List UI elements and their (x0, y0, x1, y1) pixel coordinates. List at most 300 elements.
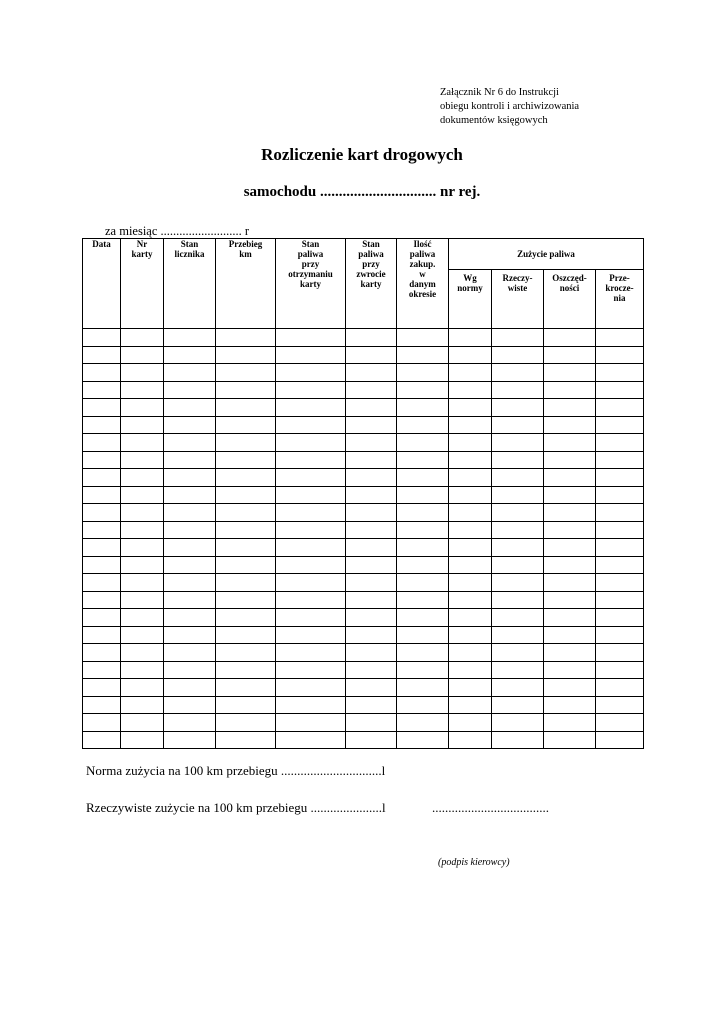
table-cell (121, 609, 164, 627)
table-row (83, 696, 644, 714)
table-cell (346, 696, 397, 714)
table-cell (83, 539, 121, 557)
table-cell (544, 714, 596, 732)
col-header-savings: Oszczęd- ności (544, 270, 596, 329)
table-cell (121, 364, 164, 382)
table-cell (164, 469, 216, 487)
table-cell (164, 399, 216, 417)
table-cell (449, 696, 492, 714)
table-cell (492, 661, 544, 679)
table-cell (164, 364, 216, 382)
table-cell (397, 416, 449, 434)
table-cell (449, 626, 492, 644)
table-row (83, 626, 644, 644)
table-cell (397, 399, 449, 417)
table-cell (449, 661, 492, 679)
table-cell (216, 486, 276, 504)
table-cell (121, 329, 164, 347)
table-cell (83, 714, 121, 732)
table-cell (596, 486, 644, 504)
col-header-fuel-received: Stan paliwa przy otrzymaniu karty (276, 239, 346, 329)
table-cell (276, 609, 346, 627)
table-cell (216, 591, 276, 609)
table-cell (544, 416, 596, 434)
table-cell (346, 539, 397, 557)
table-cell (164, 381, 216, 399)
table-cell (164, 609, 216, 627)
table-cell (83, 661, 121, 679)
table-cell (346, 434, 397, 452)
table-cell (397, 661, 449, 679)
actual-usage-line: Rzeczywiste zużycie na 100 km przebiegu ......................l (86, 800, 386, 815)
table-cell (121, 591, 164, 609)
table-cell (449, 644, 492, 662)
table-cell (596, 714, 644, 732)
table-cell (276, 416, 346, 434)
table-row (83, 346, 644, 364)
table-cell (216, 574, 276, 592)
table-cell (596, 416, 644, 434)
table-cell (276, 329, 346, 347)
table-cell (397, 469, 449, 487)
table-cell (83, 329, 121, 347)
table-cell (216, 644, 276, 662)
table-cell (492, 486, 544, 504)
table-cell (346, 679, 397, 697)
table-row (83, 591, 644, 609)
table-cell (346, 451, 397, 469)
table-cell (596, 626, 644, 644)
table-cell (346, 399, 397, 417)
table-cell (596, 451, 644, 469)
table-cell (216, 609, 276, 627)
table-cell (216, 381, 276, 399)
table-cell (164, 556, 216, 574)
table-cell (346, 364, 397, 382)
table-cell (83, 609, 121, 627)
table-cell (596, 381, 644, 399)
table-cell (164, 329, 216, 347)
table-cell (492, 731, 544, 749)
table-cell (544, 364, 596, 382)
table-cell (346, 381, 397, 399)
table-row (83, 416, 644, 434)
col-header-fuel-returned: Stan paliwa przy zwrocie karty (346, 239, 397, 329)
table-cell (449, 469, 492, 487)
table-cell (83, 574, 121, 592)
table-cell (596, 521, 644, 539)
table-cell (544, 609, 596, 627)
table-cell (83, 451, 121, 469)
table-cell (346, 346, 397, 364)
table-cell (164, 504, 216, 522)
table-cell (596, 346, 644, 364)
table-cell (449, 416, 492, 434)
table-cell (449, 714, 492, 732)
table-cell (397, 521, 449, 539)
annex-line-2: obiegu kontroli i archiwizowania (440, 101, 580, 112)
table-cell (121, 434, 164, 452)
table-cell (596, 591, 644, 609)
table-cell (164, 591, 216, 609)
table-row (83, 486, 644, 504)
table-cell (449, 591, 492, 609)
table-cell (164, 434, 216, 452)
table-cell (346, 521, 397, 539)
table-cell (276, 521, 346, 539)
table-cell (449, 539, 492, 557)
table-cell (449, 364, 492, 382)
table-cell (216, 451, 276, 469)
table-cell (216, 539, 276, 557)
table-cell (492, 609, 544, 627)
table-cell (83, 486, 121, 504)
table-cell (492, 626, 544, 644)
table-cell (164, 626, 216, 644)
table-cell (544, 644, 596, 662)
table-cell (164, 661, 216, 679)
annex-note (440, 86, 579, 128)
table-cell (596, 609, 644, 627)
table-row (83, 556, 644, 574)
table-row (83, 469, 644, 487)
table-cell (346, 661, 397, 679)
table-cell (544, 346, 596, 364)
table-cell (449, 346, 492, 364)
table-row (83, 609, 644, 627)
table-cell (164, 521, 216, 539)
table-cell (276, 451, 346, 469)
table-cell (596, 679, 644, 697)
table-cell (346, 574, 397, 592)
table-cell (492, 451, 544, 469)
table-cell (83, 416, 121, 434)
table-cell (346, 329, 397, 347)
table-cell (276, 696, 346, 714)
table-cell (397, 329, 449, 347)
table-cell (164, 644, 216, 662)
table-row (83, 434, 644, 452)
table-cell (492, 469, 544, 487)
table-cell (276, 714, 346, 732)
document-title: Rozliczenie kart drogowych (261, 145, 463, 164)
table-cell (596, 661, 644, 679)
table-cell (164, 731, 216, 749)
table-cell (397, 381, 449, 399)
table-cell (164, 714, 216, 732)
table-cell (216, 521, 276, 539)
table-cell (492, 416, 544, 434)
signature-label: (podpis kierowcy) (438, 857, 510, 868)
table-cell (544, 679, 596, 697)
table-cell (121, 714, 164, 732)
table-cell (397, 451, 449, 469)
col-group-fuel-usage: Zużycie paliwa (449, 239, 644, 270)
table-cell (596, 644, 644, 662)
table-cell (596, 434, 644, 452)
col-header-card-no: Nr karty (121, 239, 164, 329)
table-cell (596, 731, 644, 749)
table-cell (449, 329, 492, 347)
table-cell (544, 661, 596, 679)
table-cell (449, 574, 492, 592)
table-cell (397, 731, 449, 749)
table-cell (83, 626, 121, 644)
table-cell (596, 556, 644, 574)
table-cell (449, 434, 492, 452)
table-cell (397, 504, 449, 522)
table-body (83, 329, 644, 749)
table-cell (492, 556, 544, 574)
table-cell (276, 469, 346, 487)
table-cell (596, 696, 644, 714)
table-cell (83, 696, 121, 714)
table-cell (544, 591, 596, 609)
table-row (83, 451, 644, 469)
table-cell (449, 399, 492, 417)
table-row (83, 504, 644, 522)
table-cell (492, 504, 544, 522)
table-cell (397, 364, 449, 382)
table-cell (449, 731, 492, 749)
table-cell (492, 364, 544, 382)
signature-line: .................................... (432, 800, 549, 815)
table-cell (121, 346, 164, 364)
table-row (83, 644, 644, 662)
table-cell (83, 399, 121, 417)
table-cell (397, 346, 449, 364)
table-cell (449, 679, 492, 697)
table-cell (121, 661, 164, 679)
table-cell (449, 521, 492, 539)
table-cell (276, 504, 346, 522)
table-cell (276, 731, 346, 749)
table-cell (544, 486, 596, 504)
table-cell (596, 504, 644, 522)
table-row (83, 679, 644, 697)
table-cell (492, 696, 544, 714)
table-cell (276, 591, 346, 609)
table-cell (276, 434, 346, 452)
table-cell (83, 364, 121, 382)
col-header-overrun: Prze- krocze- nia (596, 270, 644, 329)
col-header-meter: Stan licznika (164, 239, 216, 329)
table-cell (83, 679, 121, 697)
table-cell (121, 451, 164, 469)
table-cell (397, 626, 449, 644)
table-row (83, 714, 644, 732)
table-cell (121, 574, 164, 592)
table-cell (164, 574, 216, 592)
table-cell (449, 504, 492, 522)
table-row (83, 329, 644, 347)
table-cell (596, 469, 644, 487)
table-cell (121, 521, 164, 539)
table-cell (216, 329, 276, 347)
table-cell (596, 329, 644, 347)
annex-line-3: dokumentów księgowych (440, 115, 548, 126)
table-cell (121, 626, 164, 644)
table-cell (83, 504, 121, 522)
table-cell (346, 714, 397, 732)
table-cell (121, 399, 164, 417)
col-header-actual: Rzeczy- wiste (492, 270, 544, 329)
table-cell (121, 469, 164, 487)
table-cell (121, 679, 164, 697)
table-cell (544, 556, 596, 574)
table-cell (492, 591, 544, 609)
annex-line-1: Załącznik Nr 6 do Instrukcji (440, 87, 559, 98)
table-cell (121, 696, 164, 714)
table-cell (276, 381, 346, 399)
table-cell (121, 486, 164, 504)
table-cell (346, 504, 397, 522)
table-row (83, 399, 644, 417)
table-cell (276, 661, 346, 679)
table-cell (121, 644, 164, 662)
table-cell (346, 591, 397, 609)
table-cell (449, 556, 492, 574)
table-cell (164, 451, 216, 469)
table-cell (216, 679, 276, 697)
month-line: za miesiąc .......................... r (105, 224, 250, 238)
table-cell (216, 714, 276, 732)
table-cell (544, 381, 596, 399)
table-cell (544, 696, 596, 714)
table-cell (164, 416, 216, 434)
table-cell (121, 504, 164, 522)
table-cell (492, 381, 544, 399)
table-cell (492, 679, 544, 697)
table-cell (276, 539, 346, 557)
table-cell (83, 434, 121, 452)
table-cell (544, 451, 596, 469)
table-cell (596, 399, 644, 417)
table-cell (544, 399, 596, 417)
col-header-date: Data (83, 239, 121, 329)
table-cell (346, 556, 397, 574)
table-cell (492, 521, 544, 539)
table-cell (164, 679, 216, 697)
table-cell (397, 434, 449, 452)
table-cell (397, 696, 449, 714)
table-cell (544, 626, 596, 644)
table-cell (492, 434, 544, 452)
table-cell (276, 626, 346, 644)
table-cell (216, 346, 276, 364)
table-cell (544, 504, 596, 522)
table-row (83, 381, 644, 399)
table-cell (544, 539, 596, 557)
table-row (83, 364, 644, 382)
table-cell (216, 696, 276, 714)
table-cell (276, 556, 346, 574)
table-cell (276, 679, 346, 697)
table-row (83, 731, 644, 749)
table-cell (276, 399, 346, 417)
table-cell (121, 381, 164, 399)
table-cell (216, 364, 276, 382)
table-cell (544, 731, 596, 749)
table-cell (449, 451, 492, 469)
table-cell (346, 626, 397, 644)
table-cell (492, 329, 544, 347)
table-row (83, 661, 644, 679)
table-cell (397, 609, 449, 627)
table-cell (276, 574, 346, 592)
table-cell (164, 539, 216, 557)
table-cell (276, 346, 346, 364)
table-cell (397, 539, 449, 557)
table-cell (216, 626, 276, 644)
table-cell (83, 591, 121, 609)
table-cell (397, 714, 449, 732)
table-cell (397, 591, 449, 609)
table-cell (276, 364, 346, 382)
table-cell (83, 556, 121, 574)
table-cell (83, 521, 121, 539)
table-cell (83, 346, 121, 364)
table-cell (346, 469, 397, 487)
table-cell (83, 469, 121, 487)
table-cell (596, 539, 644, 557)
table-cell (596, 364, 644, 382)
table-cell (216, 399, 276, 417)
table-cell (216, 556, 276, 574)
table-cell (492, 574, 544, 592)
table-cell (346, 731, 397, 749)
table-cell (216, 504, 276, 522)
table-row (83, 521, 644, 539)
table-cell (397, 574, 449, 592)
table-cell (596, 574, 644, 592)
table-cell (216, 661, 276, 679)
table-cell (492, 346, 544, 364)
table-cell (276, 644, 346, 662)
table-cell (397, 679, 449, 697)
table-cell (449, 486, 492, 504)
table-cell (216, 469, 276, 487)
table-cell (276, 486, 346, 504)
table-cell (397, 556, 449, 574)
table-cell (216, 731, 276, 749)
table-cell (121, 539, 164, 557)
table-cell (121, 556, 164, 574)
table-cell (164, 696, 216, 714)
table-row (83, 539, 644, 557)
col-header-norm: Wg normy (449, 270, 492, 329)
table-cell (544, 434, 596, 452)
table-cell (346, 416, 397, 434)
table-cell (449, 609, 492, 627)
table-cell (83, 644, 121, 662)
norm-usage-line: Norma zużycia na 100 km przebiegu ...............................l (86, 763, 386, 778)
table-cell (544, 469, 596, 487)
table-cell (346, 486, 397, 504)
vehicle-line: samochodu ............................... nr rej. (243, 184, 481, 200)
col-header-mileage: Przebieg km (216, 239, 276, 329)
col-header-fuel-purchased: Ilość paliwa zakup. w danym okresie (397, 239, 449, 329)
table-cell (346, 644, 397, 662)
table-cell (121, 731, 164, 749)
table-cell (397, 486, 449, 504)
table-cell (216, 434, 276, 452)
table-cell (83, 731, 121, 749)
table-cell (397, 644, 449, 662)
table-cell (216, 416, 276, 434)
table-cell (449, 381, 492, 399)
table-cell (164, 346, 216, 364)
